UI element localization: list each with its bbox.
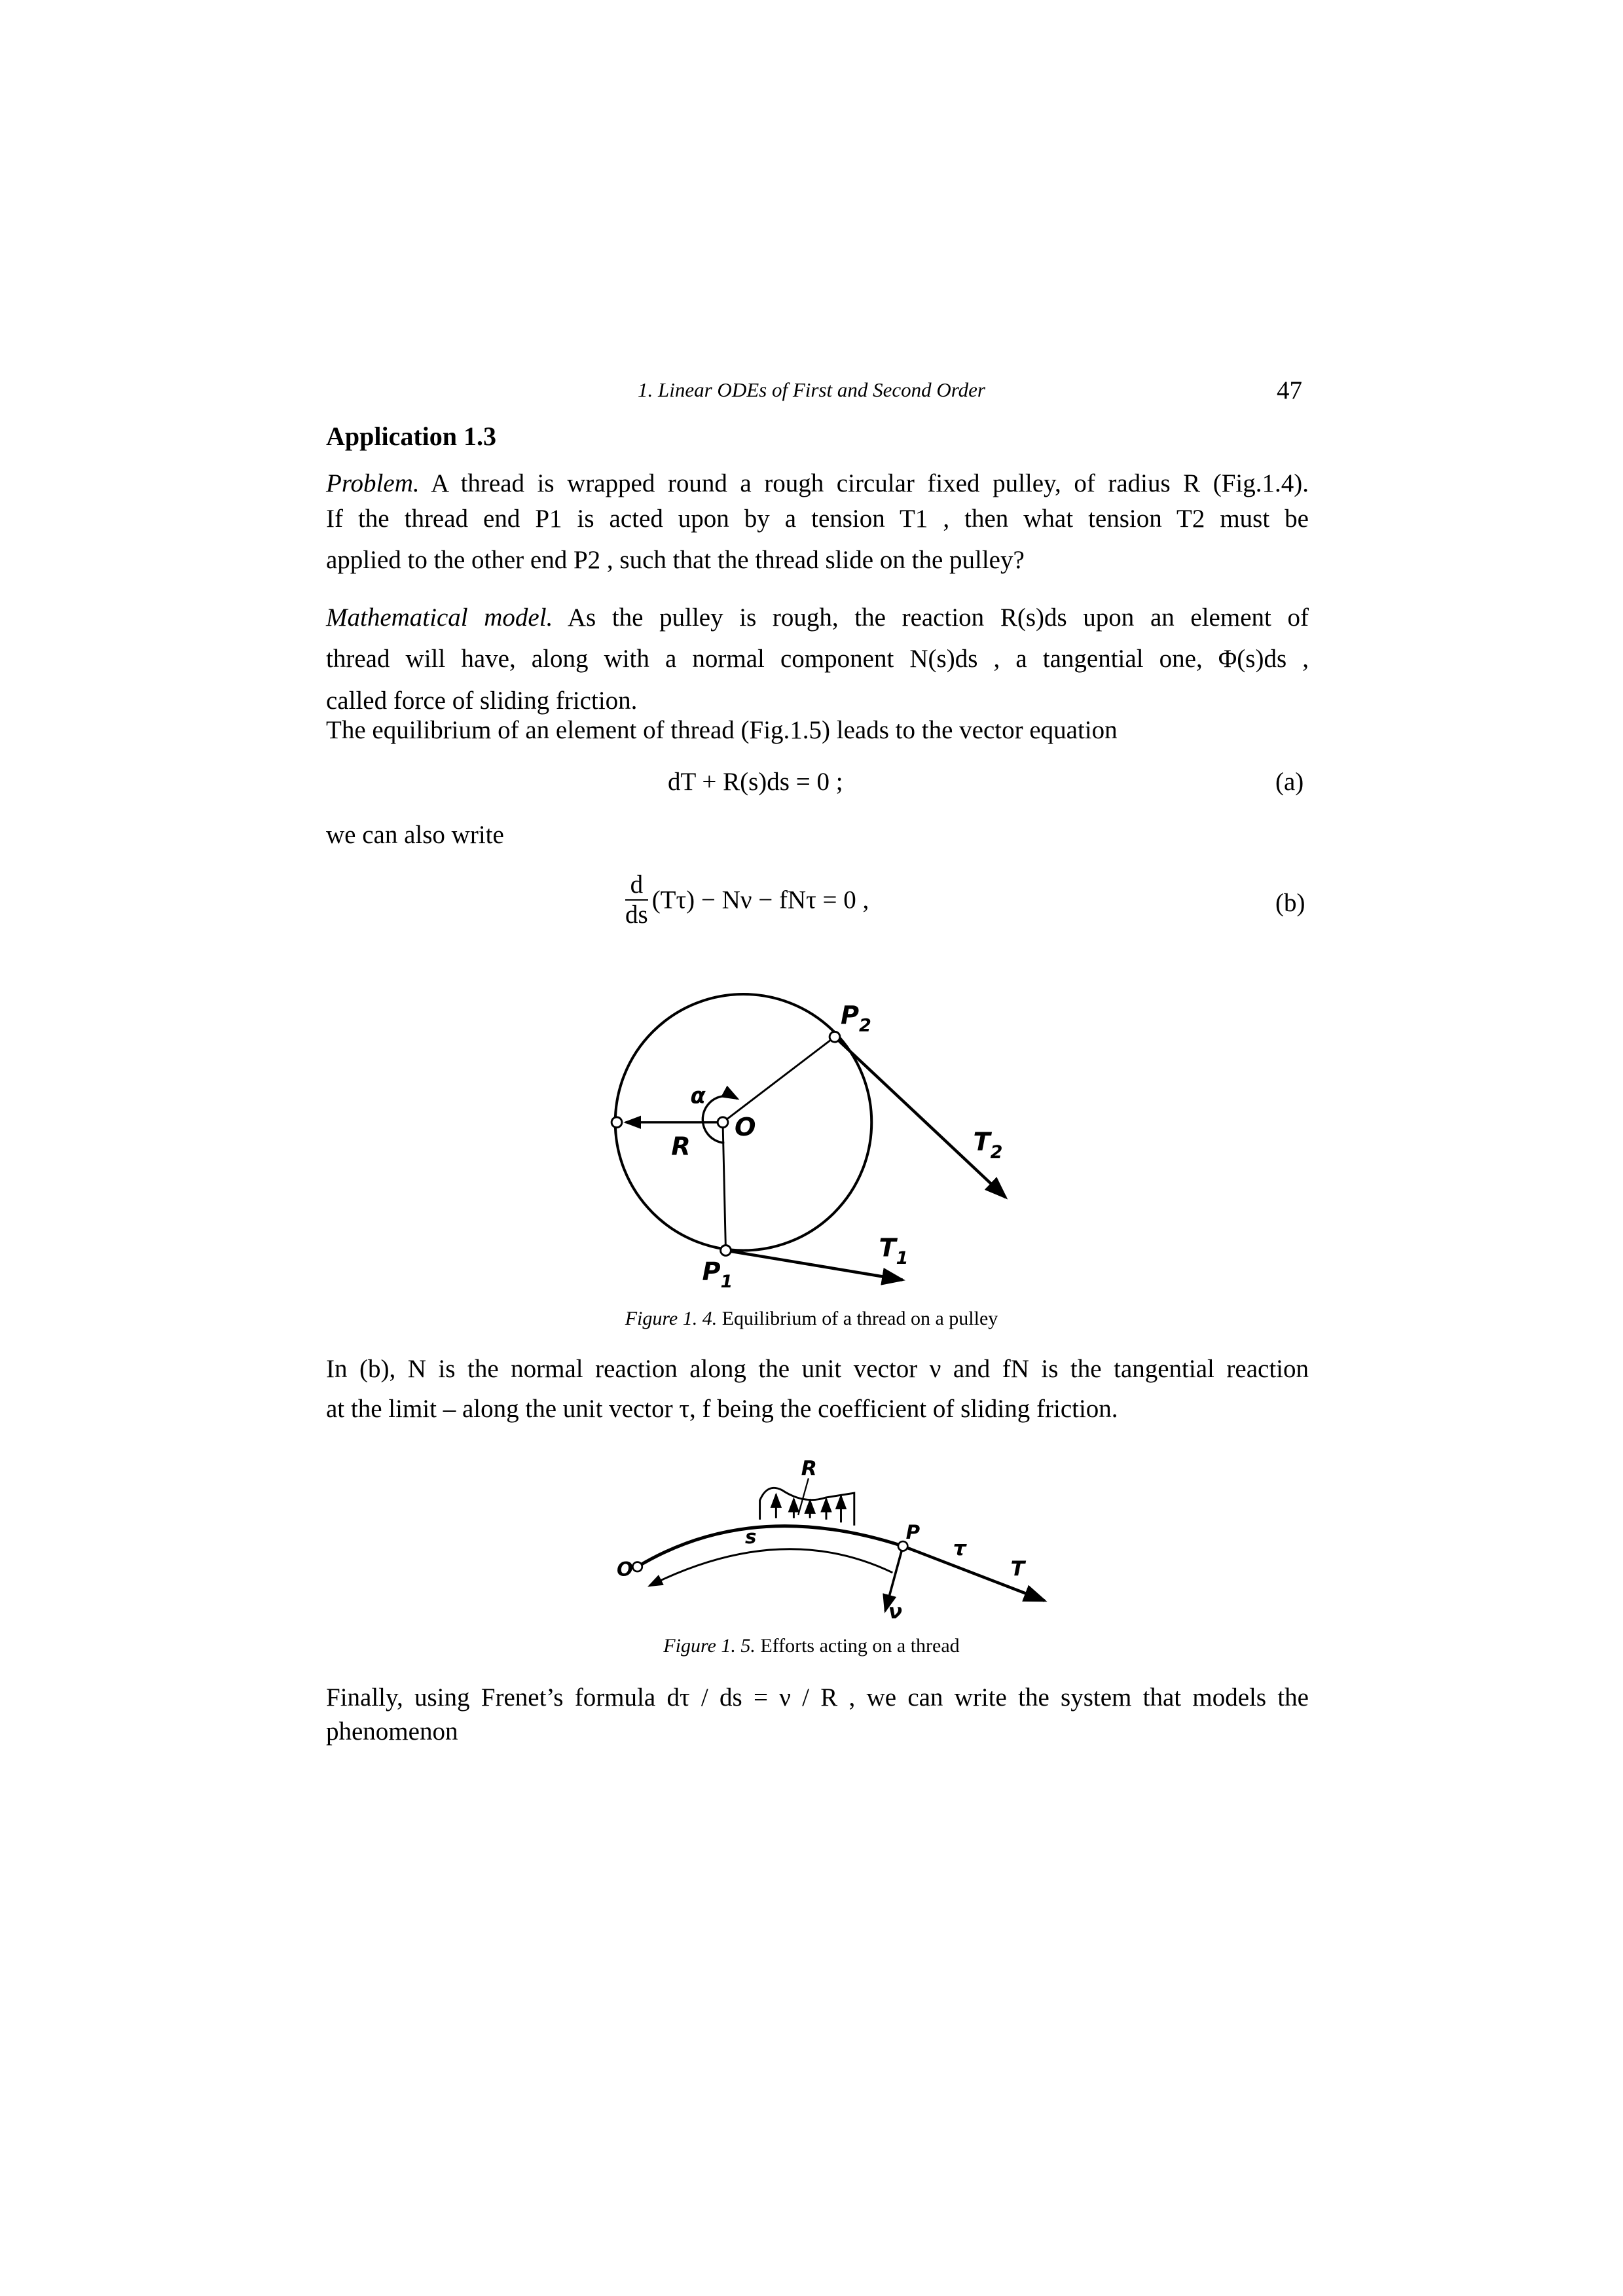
caption-label: Figure 1. 5.: [663, 1635, 756, 1657]
model-label: Mathematical model.: [326, 603, 553, 632]
figure-thread-element: [605, 1446, 1077, 1638]
label-p: P: [905, 1520, 921, 1543]
figure-1-5-caption: [0, 1635, 1623, 1657]
running-header: 1. Linear ODEs of First and Second Order: [638, 378, 985, 401]
text: A thread is wrapped round a rough circular fixed pulley, of radius R (Fig.1.4).: [431, 469, 1309, 497]
problem-line-3: applied to the other end P2 , such that the thread slide on the pulley?: [326, 546, 1025, 574]
label-s: s: [745, 1525, 757, 1548]
denominator: ds: [625, 901, 648, 929]
model-line-1: [326, 600, 1309, 636]
figure-pulley: [590, 959, 1062, 1312]
caption-label: Figure 1. 4.: [625, 1308, 718, 1329]
problem-line-1: [326, 466, 1309, 501]
para-b-line-1: In (b), N is the normal reaction along the unit vector ν and fN is the tangential reaction: [326, 1355, 1309, 1383]
label-p1: $P_1$: [702, 1257, 733, 1292]
label-o: O: [735, 1113, 756, 1142]
model-line-2: thread will have, along with a normal component N(s)ds , a tangential one, Φ(s)ds ,: [326, 645, 1309, 673]
problem-line-2: If the thread end P1 is acted upon by a tension T1 , then what tension T2 must be: [326, 505, 1309, 533]
final-line-1: Finally, using Frenet’s formula dτ / ds = ν / R , we can write the system that models the: [326, 1683, 1309, 1712]
reaction-arrows: [776, 1494, 841, 1522]
label-p2: $P_2$: [841, 1001, 871, 1036]
model-line-4: The equilibrium of an element of thread (Fig.1.5) leads to the vector equation: [326, 716, 1118, 744]
label-tau: τ: [953, 1536, 966, 1560]
label-t1: $T_1$: [879, 1233, 909, 1268]
also-write: we can also write: [326, 821, 504, 849]
label-nu: ν: [888, 1600, 903, 1624]
final-line-2: phenomenon: [326, 1717, 458, 1746]
label-r: R: [671, 1132, 691, 1162]
figure-1-4-caption: [0, 1308, 1623, 1330]
arc-length-s-arrow: [649, 1549, 893, 1586]
equation-a: dT + R(s)ds = 0 ;: [668, 768, 843, 796]
equation-b-tag: (b): [1275, 889, 1305, 917]
page-number: 47: [1277, 376, 1302, 404]
problem-label: Problem.: [326, 469, 420, 497]
label-t2: $T_2$: [973, 1127, 1003, 1162]
equation-b: [625, 870, 869, 929]
equation-a-tag: (a): [1275, 768, 1304, 796]
caption-text: Equilibrium of a thread on a pulley: [717, 1308, 998, 1329]
text: As the pulley is rough, the reaction R(s)ds upon an element of: [567, 603, 1309, 632]
model-line-3: called force of sliding friction.: [326, 687, 638, 715]
label-alpha: α: [690, 1083, 706, 1109]
tension-t1-arrow: [726, 1251, 903, 1280]
fraction-d-ds: [625, 870, 648, 929]
caption-text: Efforts acting on a thread: [755, 1635, 960, 1657]
equation-b-rest: (Tτ) − Nν − fNτ = 0 ,: [651, 886, 869, 914]
label-t: T: [1010, 1557, 1025, 1581]
para-b-line-2: at the limit – along the unit vector τ, f being the coefficient of sliding friction.: [326, 1395, 1118, 1423]
section-title: Application 1.3: [326, 422, 497, 451]
numerator: d: [625, 870, 648, 901]
label-o: O: [617, 1558, 633, 1581]
label-r: R: [801, 1457, 817, 1481]
